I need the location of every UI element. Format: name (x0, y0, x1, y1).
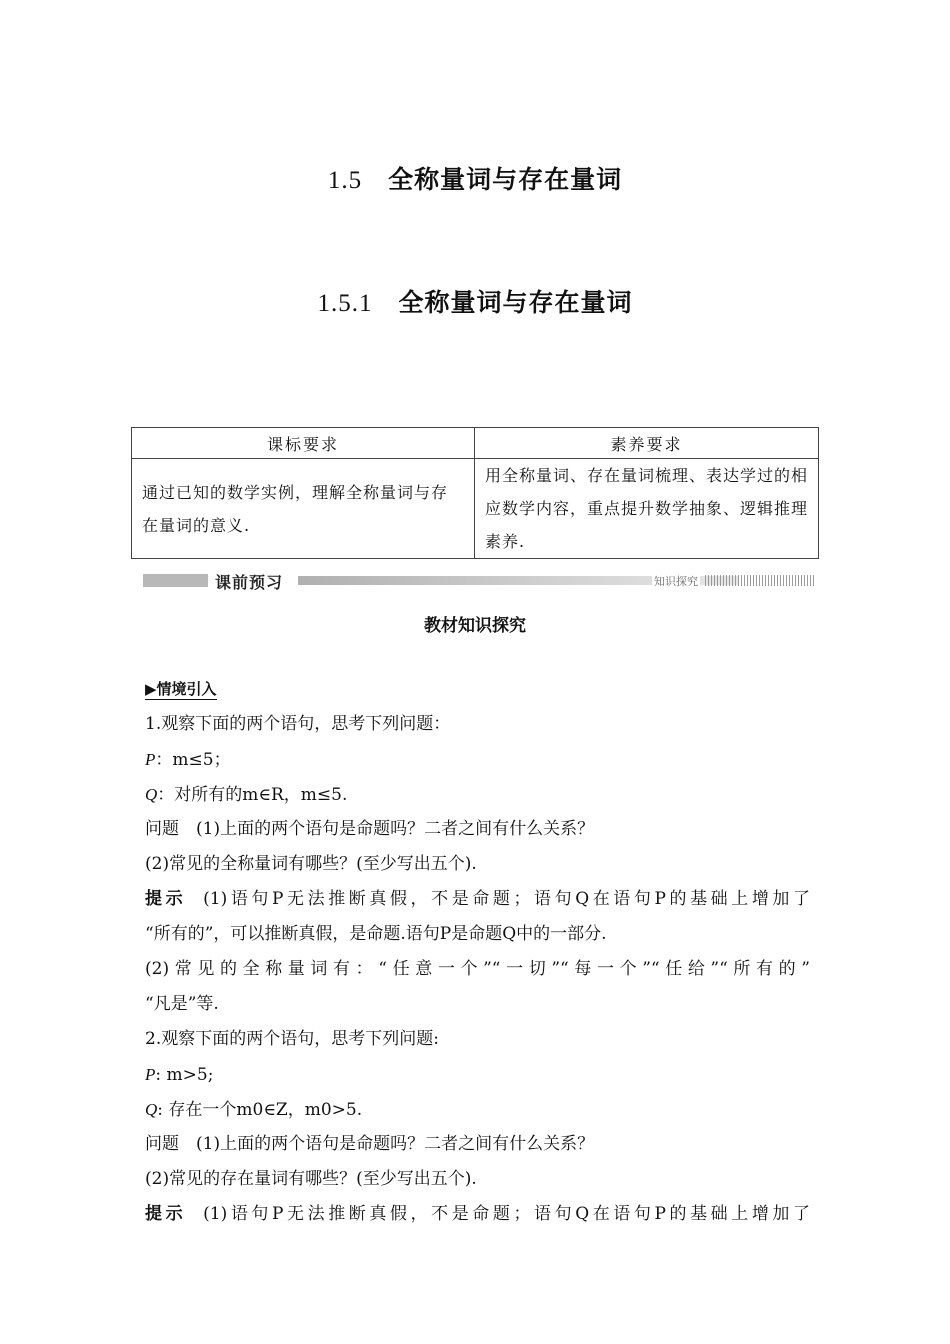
q1-hint1-text: (1)语句P无法推断真假，不是命题；语句Q在语句P的基础上增加了 (203, 889, 810, 909)
chapter-number: 1.5 (327, 167, 363, 194)
q2-q-label: Q (145, 1100, 158, 1119)
q1-q-text: ：对所有的m∈R，m≤5. (157, 785, 348, 805)
banner-stripes (705, 575, 814, 586)
q1-question1: (1)上面的两个语句是命题吗？二者之间有什么关系？ (196, 819, 595, 839)
curriculum-requirement-text: 通过已知的数学实例，理解全称量词与存在量词的意义. (132, 459, 475, 559)
q2-q-text: : 存在一个m0∈Z，m0>5. (157, 1100, 363, 1120)
q2-question2: (2)常见的存在量词有哪些？(至少写出五个). (145, 1169, 477, 1189)
q2-intro: 2.观察下面的两个语句，思考下列问题: (145, 1029, 439, 1049)
q2-hint-label: 提示 (145, 1204, 187, 1224)
q1-intro: 1.观察下面的两个语句，思考下列问题： (145, 714, 451, 734)
q2-p-text: : m>5; (155, 1065, 214, 1085)
banner-tag: 知识探究 (654, 575, 698, 588)
chapter-title: 全称量词与存在量词 (388, 165, 623, 194)
section-heading (0, 283, 950, 319)
q1-hint-label: 提示 (145, 889, 187, 909)
intro-label: ▶情境引入 (145, 680, 217, 698)
chapter-heading (0, 160, 950, 196)
preview-banner (143, 571, 814, 590)
q1-p-label: P (145, 750, 156, 769)
q1-hint2-line2: “凡是”等. (145, 994, 219, 1014)
q2-question1-line (145, 1127, 810, 1162)
q2-p-label: P (145, 1065, 156, 1084)
q2-hint1-text: (1)语句P无法推断真假，不是命题；语句Q在语句P的基础上增加了 (203, 1204, 810, 1224)
q2-q-line (145, 1092, 810, 1127)
q1-q-label: Q (145, 785, 158, 804)
literacy-requirement-header: 素养要求 (475, 428, 819, 459)
knowledge-section-title: 教材知识探究 (424, 616, 526, 636)
banner-label: 课前预习 (215, 573, 284, 592)
q1-p-text: ：m≤5； (155, 750, 231, 770)
q2-p-line (145, 1057, 810, 1092)
banner-left-bar (143, 574, 208, 587)
q2-hint1-line1 (145, 1197, 810, 1232)
q2-question-label: 问题 (145, 1134, 179, 1154)
q1-question2: (2)常见的全称量词有哪些？(至少写出五个). (145, 854, 477, 874)
section-title: 全称量词与存在量词 (398, 288, 633, 317)
q1-q-line (145, 777, 810, 812)
requirements-table (131, 427, 819, 559)
q1-question1-line (145, 812, 810, 847)
q1-hint2-line1: (2)常见的全称量词有：“任意一个”“一切”“每一个”“任给”“所有的” (145, 959, 810, 979)
content-body (145, 672, 810, 1232)
q1-p-line (145, 742, 810, 777)
literacy-requirement-text: 用全称量词、存在量词梳理、表达学过的相应数学内容，重点提升数学抽象、逻辑推理素养. (475, 459, 819, 559)
q2-question1: (1)上面的两个语句是命题吗？二者之间有什么关系？ (196, 1134, 595, 1154)
q1-hint1-line1 (145, 882, 810, 917)
intro-line (145, 672, 810, 707)
section-number: 1.5.1 (317, 290, 373, 317)
curriculum-requirement-header: 课标要求 (132, 428, 475, 459)
q1-question-label: 问题 (145, 819, 179, 839)
q1-hint1-line2: “所有的”，可以推断真假，是命题.语句P是命题Q中的一部分. (145, 924, 607, 944)
